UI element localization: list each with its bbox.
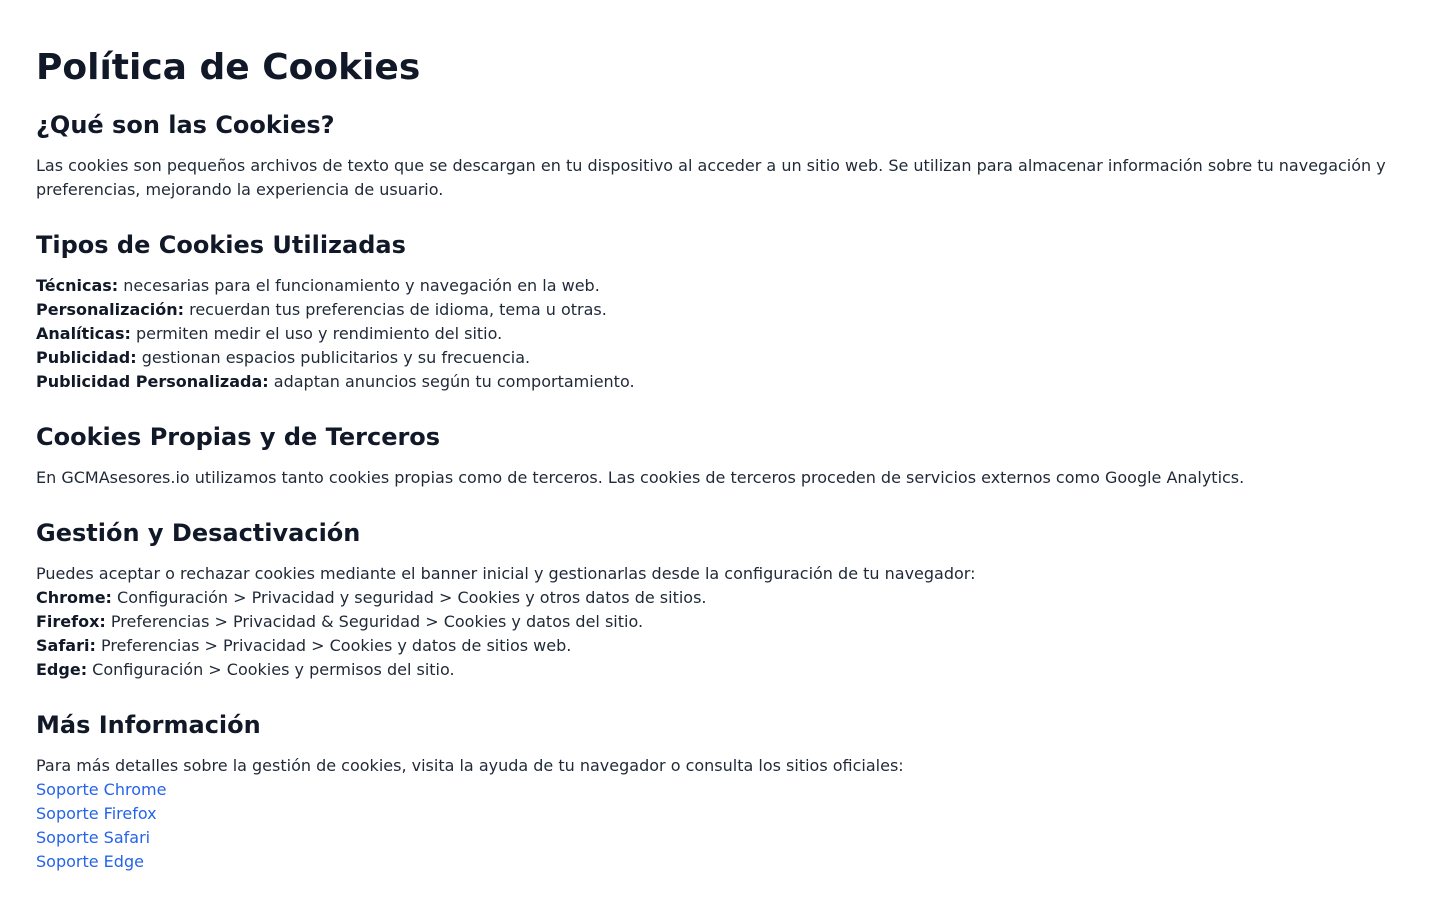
browser-name: Firefox: — [36, 612, 106, 631]
browser-item-edge — [36, 658, 1404, 682]
cookie-type-description: permiten medir el uso y rendimiento del sitio. — [130, 324, 503, 343]
cookie-type-item-analytics — [36, 322, 1404, 346]
browser-item-chrome — [36, 586, 1404, 610]
cookie-type-description: necesarias para el funcionamiento y navegación en la web. — [118, 276, 600, 295]
browser-instructions: Configuración > Cookies y permisos del sitio. — [87, 660, 455, 679]
paragraph-own-third-party: En GCMAsesores.io utilizamos tanto cookies propias como de terceros. Las cookies de terceros proceden de servicios externos como Google Analytics. — [36, 468, 1245, 487]
more-info-intro: Para más detalles sobre la gestión de cookies, visita la ayuda de tu navegador o consulta los sitios oficiales: — [36, 756, 904, 775]
cookie-type-item-personalized-advertising — [36, 370, 1404, 394]
browser-name: Chrome: — [36, 588, 112, 607]
browser-item-firefox — [36, 610, 1404, 634]
link-soporte-safari[interactable]: Soporte Safari — [36, 828, 151, 847]
section-what-are-cookies — [36, 108, 1404, 202]
section-more-info — [36, 708, 1404, 874]
section-own-third-party — [36, 420, 1404, 490]
cookie-type-item-technical — [36, 274, 1404, 298]
link-soporte-edge[interactable]: Soporte Edge — [36, 852, 144, 871]
section-heading-own-third-party: Cookies Propias y de Terceros — [36, 423, 441, 451]
cookie-type-description: gestionan espacios publicitarios y su frecuencia. — [136, 348, 531, 367]
link-soporte-chrome[interactable]: Soporte Chrome — [36, 780, 167, 799]
cookie-type-term: Publicidad: — [36, 348, 137, 367]
browser-instructions: Preferencias > Privacidad & Seguridad > Cookies y datos del sitio. — [105, 612, 644, 631]
browser-instructions: Configuración > Privacidad y seguridad > Cookies y otros datos de sitios. — [111, 588, 707, 607]
section-heading-management: Gestión y Desactivación — [36, 519, 361, 547]
browser-item-safari — [36, 634, 1404, 658]
page-title: Política de Cookies — [36, 47, 421, 88]
section-heading-what-are-cookies: ¿Qué son las Cookies? — [36, 111, 335, 139]
more-info-body — [36, 754, 1404, 874]
paragraph-what-are-cookies: Las cookies son pequeños archivos de texto que se descargan en tu dispositivo al acceder a un sitio web. Se utilizan para almacenar información sobre tu navegación y preferencias, mejorando la experiencia de usuario. — [36, 156, 1386, 199]
section-management — [36, 516, 1404, 682]
cookie-type-item-personalization — [36, 298, 1404, 322]
cookie-types-list — [36, 274, 1404, 394]
browser-name: Safari: — [36, 636, 96, 655]
management-intro: Puedes aceptar o rechazar cookies mediante el banner inicial y gestionarlas desde la configuración de tu navegador: — [36, 564, 976, 583]
section-heading-more-info: Más Información — [36, 711, 261, 739]
browser-name: Edge: — [36, 660, 88, 679]
cookie-type-term: Técnicas: — [36, 276, 119, 295]
section-heading-cookie-types: Tipos de Cookies Utilizadas — [36, 231, 406, 259]
cookie-type-description: recuerdan tus preferencias de idioma, tema u otras. — [184, 300, 607, 319]
cookie-type-description: adaptan anuncios según tu comportamiento. — [268, 372, 635, 391]
cookie-type-item-advertising — [36, 346, 1404, 370]
management-body — [36, 562, 1404, 682]
link-soporte-firefox[interactable]: Soporte Firefox — [36, 804, 157, 823]
section-cookie-types — [36, 228, 1404, 394]
cookie-type-term: Analíticas: — [36, 324, 131, 343]
cookie-type-term: Publicidad Personalizada: — [36, 372, 269, 391]
browser-instructions: Preferencias > Privacidad > Cookies y datos de sitios web. — [95, 636, 572, 655]
cookie-type-term: Personalización: — [36, 300, 184, 319]
